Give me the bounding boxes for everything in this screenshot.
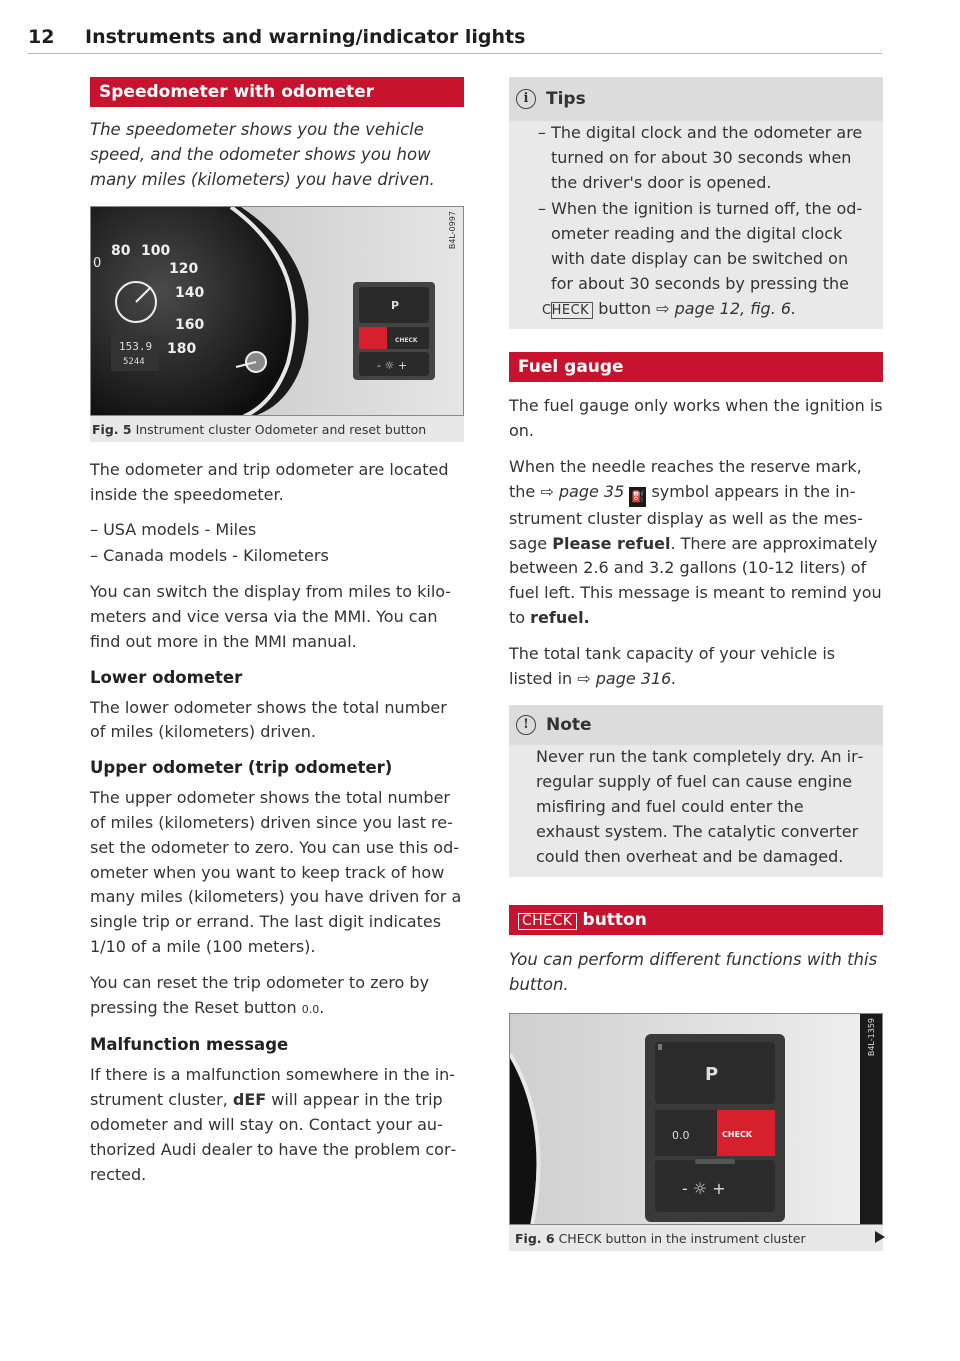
info-icon: i (516, 89, 536, 109)
figure-5 (90, 206, 464, 442)
dial-140: 140 (175, 285, 205, 301)
check-intro: You can perform different functions with this button. (509, 950, 878, 995)
figure-6-caption-text: CHECK button in the instrument cluster (558, 1231, 806, 1247)
note-header (509, 705, 883, 745)
switch-units-text: You can switch the display from miles to kilometers and vice versa via the MMI. You can find out more in the MMI manual. (90, 582, 451, 651)
dial-0: 0 (93, 256, 102, 271)
figure-6-image (509, 1013, 883, 1225)
note-body (509, 745, 883, 877)
tips-item-2-button: button (598, 298, 652, 318)
figure-6-number: Fig. 6 (515, 1231, 555, 1247)
malfunction-text-a: If there is a malfunction somewhere in the instrument cluster, (90, 1065, 456, 1110)
figure-6 (509, 1013, 883, 1251)
tips-item-2-text: – When the ignition is turned off, the odometer reading and the digital clock with date display can be switched on for about 30 seconds by pressing the (538, 199, 863, 293)
fuel-pump-icon: ⛽ (629, 487, 646, 507)
tips-header (509, 77, 883, 121)
figure-5-image (90, 206, 464, 416)
continue-arrow-icon (875, 1231, 885, 1243)
figure-5-caption-text: Instrument cluster Odometer and reset button (135, 422, 427, 437)
reset-symbol-icon (302, 1003, 320, 1016)
note-box (509, 705, 883, 877)
units-canada: – Canada models - Kilometers (90, 546, 329, 566)
dial-80: 80 (111, 243, 131, 259)
upper-odometer-text: The upper odometer shows the total number of miles (kilometers) driven since you last reset the odometer to zero. You can use this odometer when you want to keep track of how many miles (kilometers) you have driven for a single trip or errand. The last digit indicates 1/10 of a mile (100 meters). (90, 788, 462, 956)
fig5-check-label: CHECK (395, 337, 418, 344)
tips-title: Tips (546, 89, 586, 109)
tank-page-ref[interactable]: ⇨ page 316. (577, 668, 677, 688)
refuel-word: refuel. (530, 607, 590, 627)
units-list (90, 518, 464, 570)
lower-odometer-heading: Lower odometer (90, 667, 243, 687)
section-speedometer-heading: Speedometer with odometer (90, 77, 464, 107)
left-column (90, 77, 464, 1187)
units-usa: – USA models - Miles (90, 519, 257, 539)
section-fuel-heading: Fuel gauge (509, 352, 883, 382)
upper-odometer-heading: Upper odometer (trip odometer) (90, 758, 393, 778)
dial-120: 120 (169, 261, 199, 277)
page-title: Instruments and warning/indicator lights (85, 26, 526, 48)
figure-6-caption (509, 1225, 883, 1251)
fig5-p-button: P (391, 299, 400, 312)
check-key-heading: CHECK (518, 913, 577, 930)
speedometer-intro: The speedometer shows you the vehicle speed, and the odometer shows you how many miles (kilometers) you have driven. (90, 120, 435, 189)
fig6-p-button: P (705, 1064, 719, 1086)
dial-100: 100 (141, 243, 171, 259)
lower-odometer-text: The lower odometer shows the total number of miles (kilometers) driven. (90, 697, 447, 742)
fuel-page-ref[interactable]: ⇨ page 35 (540, 481, 625, 501)
odometer-display-total: 5244 (123, 357, 145, 367)
fig5-dim-label: - ☼ + (377, 359, 408, 372)
check-key-label: CHECK (551, 302, 593, 319)
page-header (28, 26, 882, 54)
fuel-gauge-text: The fuel gauge only works when the ignition is on. (509, 396, 883, 441)
tips-item-2 (523, 197, 869, 321)
fig6-check-label: CHECK (722, 1130, 753, 1140)
tank-capacity-a: The total tank capacity of your vehicle is listed in (509, 643, 836, 688)
instrument-cluster-illustration (91, 207, 464, 416)
figure-5-caption (90, 416, 464, 442)
note-text: Never run the tank completely dry. An irregular supply of fuel can cause engine misfiring and fuel could enter the exhaust system. The catalytic converter could then overheat and be damaged. (536, 747, 864, 866)
section-check-heading (509, 905, 883, 935)
fig6-reset-label: 0.0 (672, 1129, 690, 1143)
tips-item-1: – The digital clock and the odometer are turned on for about 30 seconds when the driver's door is opened. (538, 123, 863, 192)
reset-text: You can reset the trip odometer to zero by pressing the Reset button 0.0. (90, 972, 430, 1017)
fuel-reserve-c: . There are approximately between 2.6 and 3.2 gallons (10-12 liters) of fuel left. This message is meant to remind you to (509, 533, 882, 627)
figure-6-code: B4L-1359 (867, 1018, 876, 1057)
tips-page-ref[interactable]: ⇨ page 12, fig. 6. (656, 298, 797, 318)
please-refuel-message: Please refuel (552, 533, 671, 553)
check-heading-title: button (582, 910, 647, 931)
reset-symbol-text: 0.0 (301, 1002, 320, 1016)
tips-box (509, 77, 883, 329)
right-column (509, 77, 883, 1251)
tips-body (509, 121, 883, 329)
figure-5-number: Fig. 5 (92, 422, 132, 437)
fuel-reserve-b: symbol appears in the instrument cluster display as well as the message (509, 481, 863, 553)
reset-text-main: You can reset the trip odometer to zero by pressing the Reset button (90, 972, 430, 1017)
malfunction-text (90, 1063, 464, 1187)
dial-180: 180 (167, 341, 197, 357)
check-button-illustration (510, 1014, 883, 1225)
fuel-reserve-a: When the needle reaches the reserve mark, the (509, 456, 862, 501)
malfunction-text-b: will appear in the trip odometer and will stay on. Contact your authorized Audi dealer to have the problem corrected. (90, 1090, 457, 1184)
note-title: Note (546, 715, 592, 736)
malfunction-code: dEF (232, 1090, 267, 1110)
dial-160: 160 (175, 317, 205, 333)
malfunction-heading: Malfunction message (90, 1035, 289, 1055)
figure-5-code: B4L-0997 (448, 211, 457, 250)
page-number: 12 (28, 26, 55, 48)
tank-capacity-text (509, 642, 883, 692)
fuel-reserve-text (509, 455, 883, 631)
fig6-dim-label: - ☼ + (682, 1179, 726, 1199)
odometer-location-text: The odometer and trip odometer are located inside the speedometer. (90, 460, 449, 504)
caution-icon: ! (516, 715, 536, 735)
odometer-display-trip: 153.9 (119, 340, 153, 353)
